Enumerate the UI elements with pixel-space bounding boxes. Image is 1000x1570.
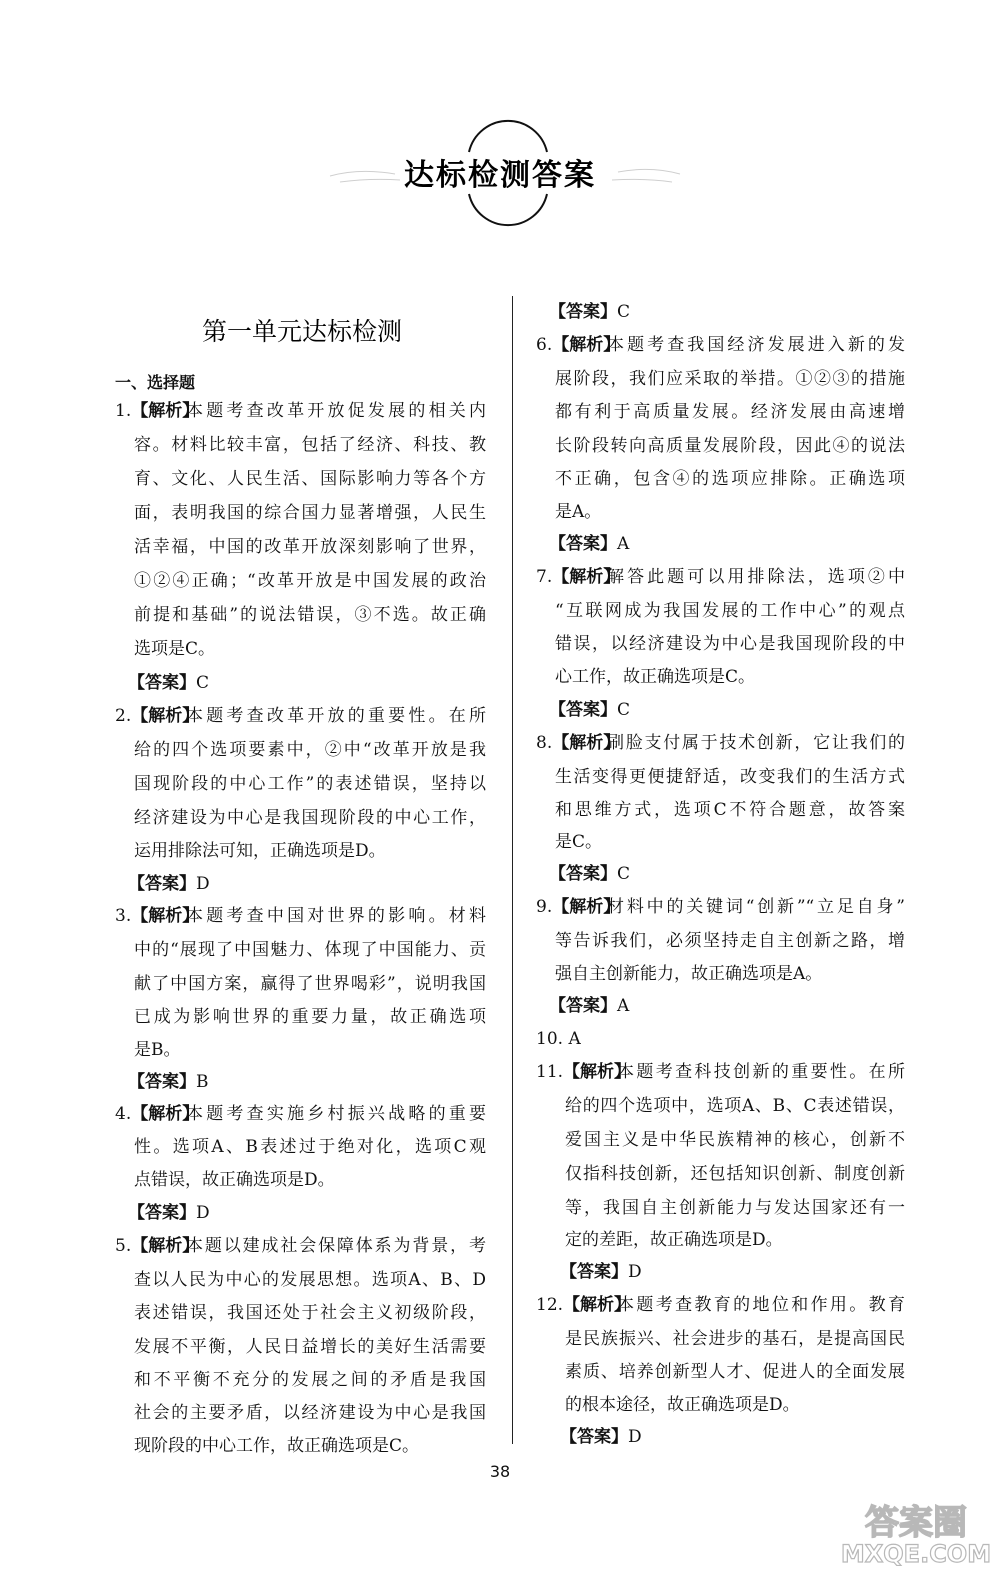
analysis-line: 容。材料比较丰富，包括了经济、科技、教 (134, 435, 486, 455)
analysis-line: 是民族振兴、社会进步的基石，是提高国民 (565, 1329, 905, 1349)
watermark-graphic (836, 1500, 996, 1566)
question-number: 5.【解析】 (115, 1236, 200, 1256)
analysis-line: 本题考查实施乡村振兴战略的重要 (186, 1104, 486, 1124)
analysis-line: 育、文化、人民生活、国际影响力等各个方 (134, 469, 486, 489)
analysis-line: 给的四个选项要素中，②中“改革开放是我 (134, 740, 486, 760)
page-number: 38 (489, 1462, 511, 1481)
analysis-line: 表述错误，我国还处于社会主义初级阶段， (134, 1303, 486, 1323)
analysis-line: 经济建设为中心是我国现阶段的中心工作， (134, 808, 486, 828)
answer-line: 【答案】D (128, 1203, 210, 1223)
watermark-url-text: MXQE.COM (840, 1540, 992, 1566)
analysis-line: 面，表明我国的综合国力显著增强，人民生 (134, 503, 486, 523)
question-number: 2.【解析】 (115, 706, 200, 726)
answer-line: 【答案】C (549, 302, 631, 322)
analysis-line: ①②④正确；“改革开放是中国发展的政治 (134, 571, 486, 591)
section-title: 一、选择题 (115, 373, 196, 392)
watermark-logo-text: 答案圈 (865, 1503, 967, 1543)
analysis-line: 展阶段，我们应采取的举措。①②③的措施 (555, 369, 905, 389)
question-number: 1.【解析】 (115, 401, 200, 421)
answer-line: 【答案】A (549, 534, 630, 554)
analysis-line: “互联网成为我国发展的工作中心”的观点 (555, 601, 905, 621)
analysis-line: 素质、培养创新型人才、促进人的全面发展 (565, 1362, 905, 1382)
analysis-line: 都有利于高质量发展。经济发展由高速增 (555, 402, 905, 422)
analysis-line: 强自主创新能力，故正确选项是A。 (555, 964, 823, 984)
answer-line: 【答案】C (549, 864, 631, 884)
analysis-line: 点错误，故正确选项是D。 (134, 1170, 335, 1190)
analysis-line: 是C。 (555, 832, 603, 852)
analysis-line: 和思维方式，选项C不符合题意，故答案 (555, 800, 905, 820)
answer-line: 【答案】D (128, 874, 210, 894)
analysis-line: 已成为影响世界的重要力量，故正确选项 (134, 1007, 486, 1027)
analysis-line: 是A。 (555, 502, 602, 522)
analysis-line: 爱国主义是中华民族精神的核心，创新不 (565, 1130, 905, 1150)
analysis-line: 本题考查改革开放促发展的相关内 (186, 401, 486, 421)
question-number: 9.【解析】 (536, 897, 621, 917)
analysis-line: 错误，以经济建设为中心是我国现阶段的中 (555, 634, 905, 654)
analysis-line: 定的差距，故正确选项是D。 (565, 1230, 783, 1250)
answer-line: 【答案】B (128, 1072, 209, 1092)
unit-title: 第一单元达标检测 (201, 317, 402, 346)
answer-line: 【答案】D (560, 1427, 642, 1447)
question-number: 11.【解析】 (536, 1062, 632, 1082)
analysis-line: 社会的主要矛盾，以经济建设为中心是我国 (134, 1403, 486, 1423)
analysis-line: 生活变得更便捷舒适，改变我们的生活方式 (555, 767, 905, 787)
analysis-line: 运用排除法可知，正确选项是D。 (134, 841, 386, 861)
analysis-line: 材料中的关键词“创新”“立足自身” (607, 897, 905, 917)
analysis-line: 中的“展现了中国魅力、体现了中国能力、贡 (134, 940, 486, 960)
analysis-line: 心工作，故正确选项是C。 (555, 667, 756, 687)
question-number: 7.【解析】 (536, 567, 621, 587)
question-number: 8.【解析】 (536, 733, 621, 753)
analysis-line: 和不平衡不充分的发展之间的矛盾是我国 (134, 1370, 486, 1390)
analysis-line: 仅指科技创新，还包括知识创新、制度创新 (565, 1164, 905, 1184)
analysis-line: 本题考查改革开放的重要性。在所 (186, 706, 486, 726)
analysis-line: 本题考查科技创新的重要性。在所 (617, 1062, 905, 1082)
analysis-line: 本题考查中国对世界的影响。材料 (186, 906, 486, 926)
analysis-line: 是B。 (134, 1040, 181, 1060)
analysis-line: 等，我国自主创新能力与发达国家还有一 (565, 1198, 905, 1218)
analysis-line: 活幸福，中国的改革开放深刻影响了世界， (134, 537, 486, 557)
analysis-line: 长阶段转向高质量发展阶段，因此④的说法 (555, 436, 905, 456)
watermark-logo (836, 1500, 996, 1566)
analysis-line: 等告诉我们，必须坚持走自主创新之路，增 (555, 931, 905, 951)
analysis-line: 刷脸支付属于技术创新，它让我们的 (607, 733, 905, 753)
answer-line: 【答案】D (560, 1262, 642, 1282)
analysis-line: 查以人民为中心的发展思想。选项A、B、D (134, 1270, 486, 1290)
analysis-line: 解答此题可以用排除法，选项②中 (607, 567, 905, 587)
question-number: 3.【解析】 (115, 906, 200, 926)
analysis-line: 选项是C。 (134, 639, 216, 659)
question-number: 4.【解析】 (115, 1104, 200, 1124)
analysis-line: 性。选项A、B表述过于绝对化，选项C观 (134, 1137, 486, 1157)
question-10: 10. A (536, 1029, 581, 1049)
analysis-line: 本题考查教育的地位和作用。教育 (617, 1295, 905, 1315)
analysis-line: 国现阶段的中心工作”的表述错误，坚持以 (134, 774, 486, 794)
answer-line: 【答案】C (128, 673, 210, 693)
analysis-line: 献了中国方案，赢得了世界喝彩”，说明我国 (134, 974, 486, 994)
column-divider (512, 296, 513, 1444)
analysis-line: 给的四个选项中，选项A、B、C表述错误， (565, 1096, 905, 1116)
analysis-line: 本题考查我国经济发展进入新的发 (607, 335, 905, 355)
analysis-line: 发展不平衡，人民日益增长的美好生活需要 (134, 1337, 486, 1357)
question-number: 12.【解析】 (536, 1295, 632, 1315)
analysis-line: 本题以建成社会保障体系为背景，考 (186, 1236, 486, 1256)
analysis-line: 不正确，包含④的选项应排除。正确选项 (555, 469, 905, 489)
analysis-line: 前提和基础”的说法错误，③不选。故正确 (134, 605, 486, 625)
answer-line: 【答案】C (549, 700, 631, 720)
question-number: 6.【解析】 (536, 335, 621, 355)
analysis-line: 现阶段的中心工作，故正确选项是C。 (134, 1436, 420, 1456)
analysis-line: 的根本途径，故正确选项是D。 (565, 1395, 800, 1415)
page-title: 达标检测答案 (404, 158, 596, 193)
answer-line: 【答案】A (549, 996, 630, 1016)
